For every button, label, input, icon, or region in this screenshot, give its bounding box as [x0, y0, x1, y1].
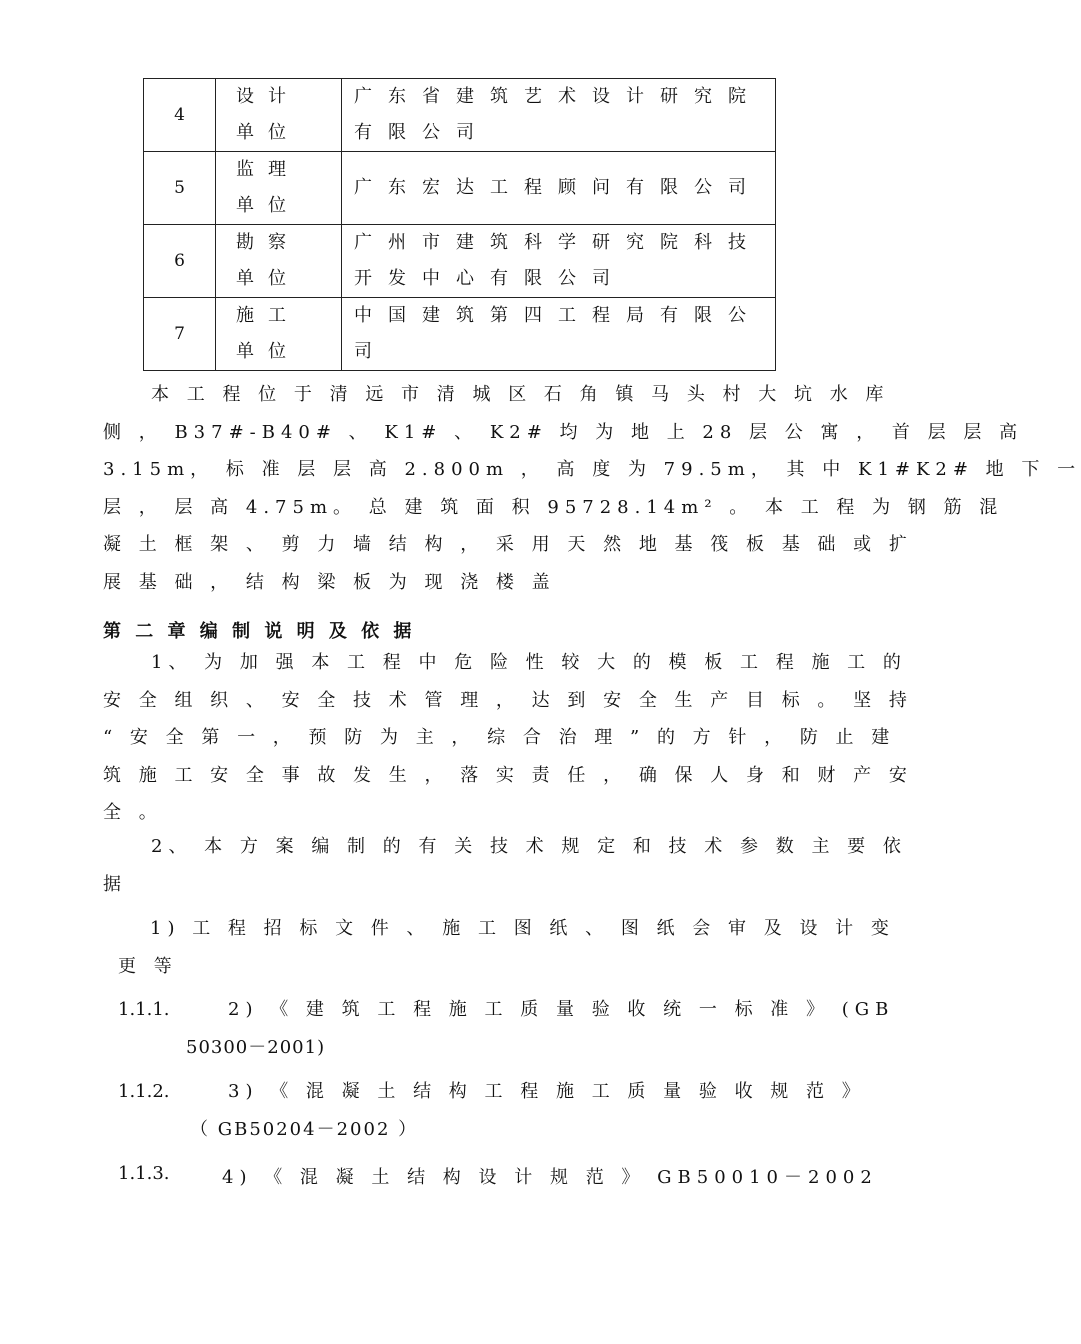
basis-line: 2) 《 建 筑 工 程 施 工 质 量 验 收 统 一 标 准 》 (GB	[228, 999, 895, 1020]
role-cell	[216, 298, 342, 371]
basis-item	[118, 910, 895, 985]
row-number: 4	[144, 79, 216, 152]
organization-cell	[342, 225, 776, 298]
table-row	[144, 152, 776, 225]
basis-item	[190, 1073, 866, 1148]
organization-cell	[342, 152, 776, 225]
chapter-heading: 第 二 章 编 制 说 明 及 依 据	[103, 621, 416, 642]
role-line: 施工	[236, 305, 300, 326]
row-number: 6	[144, 225, 216, 298]
organization-line: 中国建筑第四工程局有限公	[354, 305, 762, 326]
row-number: 5	[144, 152, 216, 225]
role-cell	[216, 152, 342, 225]
basis-line: 4) 《 混 凝 土 结 构 设 计 规 范 》 GB50010－2002	[222, 1167, 878, 1188]
organization-cell	[342, 298, 776, 371]
role-cell	[216, 79, 342, 152]
section-number: 1.1.1.	[118, 999, 170, 1020]
paragraph-line: 1、 为 加 强 本 工 程 中 危 险 性 较 大 的 模 板 工 程 施 工 的	[151, 652, 907, 673]
paragraph-line: 展 基 础 ， 结 构 梁 板 为 现 浇 楼 盖	[103, 571, 556, 593]
role-line: 设计	[236, 86, 300, 107]
paragraph-line: 2、 本 方 案 编 制 的 有 关 技 术 规 定 和 技 术 参 数 主 要 依	[151, 836, 907, 857]
row-number: 7	[144, 298, 216, 371]
organization-line: 司	[354, 341, 388, 362]
paragraph-line: 安 全 组 织 、 安 全 技 术 管 理 ， 达 到 安 全 生 产 目 标 。 坚 持	[103, 689, 913, 711]
paragraph-line: 3.15m， 标 准 层 层 高 2.800m ， 高 度 为 79.5m， 其 中 K1#K2# 地 下 一	[103, 459, 1081, 480]
role-cell	[216, 225, 342, 298]
organization-line: 广州市建筑科学研究院科技	[354, 232, 762, 253]
section-number: 1.1.2.	[118, 1081, 170, 1102]
role-line: 单位	[236, 268, 300, 289]
paragraph-line: 本 工 程 位 于 清 远 市 清 城 区 石 角 镇 马 头 村 大 坑 水 库	[151, 384, 890, 405]
table-row	[144, 298, 776, 371]
role-line: 勘察	[236, 232, 300, 253]
table-row	[144, 225, 776, 298]
basis-line: 更 等	[118, 955, 178, 977]
organization-line: 广东省建筑艺术设计研究院	[354, 86, 762, 107]
role-line: 单位	[236, 195, 300, 216]
paragraph-line: 层 ， 层 高 4.75m。 总 建 筑 面 积 95728.14m² 。 本 工 程 为 钢 筋 混	[103, 496, 1004, 518]
basis-intro-paragraph	[103, 828, 907, 903]
paragraph-line: 筑 施 工 安 全 事 故 发 生 ， 落 实 责 任 ， 确 保 人 身 和 财 产 安	[103, 764, 913, 786]
paragraph-line: 据	[103, 873, 127, 895]
paragraph-line: 凝 土 框 架 、 剪 力 墙 结 构 ， 采 用 天 然 地 基 筏 板 基 础 或 扩	[103, 534, 913, 555]
basis-line: 1) 工 程 招 标 文 件 、 施 工 图 纸 、 图 纸 会 审 及 设 计 变	[150, 918, 895, 939]
purpose-paragraph	[103, 644, 913, 832]
basis-item	[186, 991, 895, 1066]
role-line: 单位	[236, 341, 300, 362]
project-overview-paragraph	[103, 376, 1081, 601]
basis-line: （ GB50204－2002 ）	[190, 1118, 419, 1140]
organization-line: 有限公司	[354, 122, 490, 143]
organization-line: 开发中心有限公司	[354, 268, 626, 289]
organization-table	[143, 78, 776, 371]
paragraph-line: 全 。	[103, 802, 163, 823]
role-line: 单位	[236, 122, 300, 143]
basis-line: 3) 《 混 凝 土 结 构 工 程 施 工 质 量 验 收 规 范 》	[228, 1081, 866, 1102]
paragraph-line: “ 安 全 第 一 ， 预 防 为 主 ， 综 合 治 理 ” 的 方 针 ， 防 止 建	[103, 727, 896, 748]
paragraph-line: 侧 ， B37#-B40# 、 K1# 、 K2# 均 为 地 上 28 层 公 寓 ， 首 层 层 高	[103, 421, 1024, 443]
section-number: 1.1.3.	[118, 1163, 170, 1184]
basis-line: 50300－2001)	[186, 1036, 326, 1058]
organization-line: 广东宏达工程顾问有限公司	[354, 177, 762, 198]
table-row	[144, 79, 776, 152]
role-line: 监理	[236, 159, 300, 180]
organization-cell	[342, 79, 776, 152]
